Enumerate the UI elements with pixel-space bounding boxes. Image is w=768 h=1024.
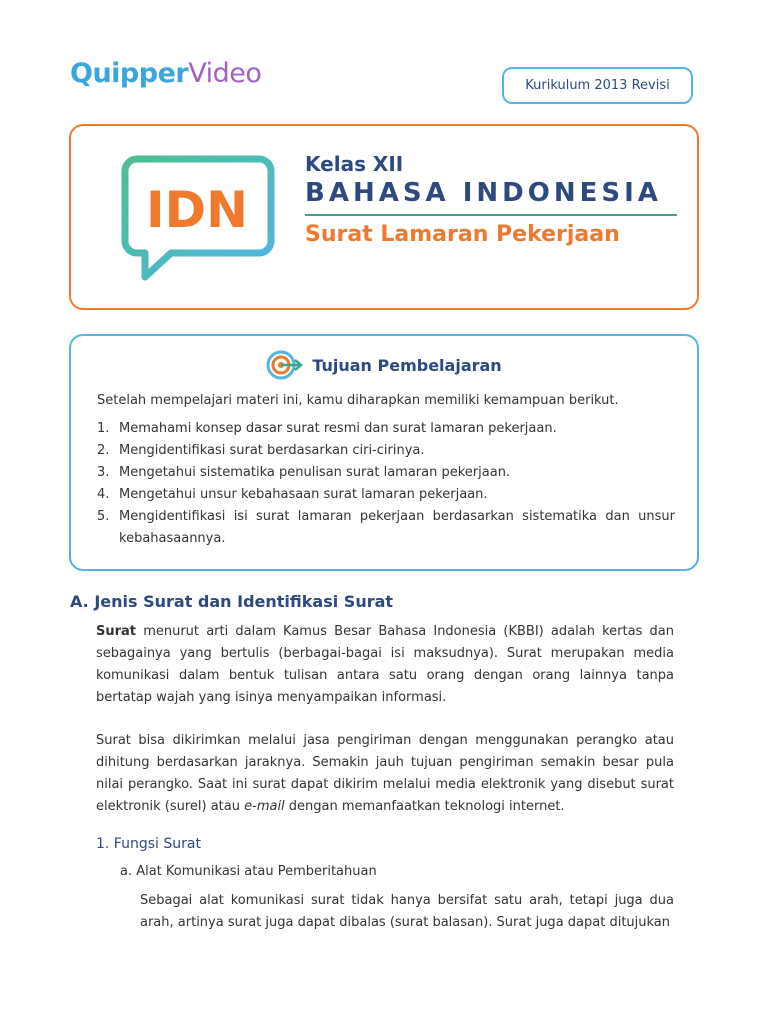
section-a-heading: A. Jenis Surat dan Identifikasi Surat <box>70 592 394 611</box>
paragraph-definition <box>96 621 674 709</box>
logo-quipper: Quipper <box>70 58 189 89</box>
term-surat: Surat <box>96 624 137 639</box>
idn-icon-text: IDN <box>146 181 248 239</box>
list-item <box>97 462 675 484</box>
logo-video: Video <box>188 58 262 89</box>
item-text: Mengetahui unsur kebahasaan surat lamaran pekerjaan. <box>119 487 488 502</box>
kurikulum-badge: Kurikulum 2013 Revisi <box>502 67 693 104</box>
learning-objectives-box <box>69 334 699 571</box>
quipper-video-logo <box>70 58 261 89</box>
subheading-alat-komunikasi: a. Alat Komunikasi atau Pemberitahuan <box>120 864 377 879</box>
item-number: 2. <box>97 443 110 458</box>
topic-title: Surat Lamaran Pekerjaan <box>305 222 620 247</box>
paragraph-delivery-text: Surat bisa dikirimkan melalui jasa pengiriman dengan menggunakan perangko atau dihitung berdasarkan jaraknya. Semakin jauh tujuan pengiriman semakin besar pula nilai perangko. Saat ini surat dapat dikirim melalui media elektronik yang disebut surat elektronik (surel) atau <box>96 733 674 814</box>
paragraph-delivery-end: dengan memanfaatkan teknologi internet. <box>284 799 565 814</box>
item-number: 5. <box>97 509 110 524</box>
item-number: 4. <box>97 487 110 502</box>
email-term: e-mail <box>244 799 285 814</box>
objectives-header <box>71 350 697 380</box>
list-item <box>97 418 675 440</box>
idn-speech-bubble-icon <box>119 153 279 283</box>
paragraph-function: Sebagai alat komunikasi surat tidak hanya bersifat satu arah, tetapi juga dua arah, artinya surat juga dapat dibalas (surat balasan). Surat juga dapat ditujukan <box>140 893 674 930</box>
title-card <box>69 124 699 310</box>
subject-title: BAHASA INDONESIA <box>305 178 662 208</box>
item-number: 3. <box>97 465 110 480</box>
list-item <box>97 484 675 506</box>
item-text: Mengidentifikasi isi surat lamaran pekerjaan berdasarkan sistematika dan unsur kebahasaannya. <box>119 509 675 546</box>
class-label: Kelas XII <box>305 152 404 176</box>
paragraph-definition-text: menurut arti dalam Kamus Besar Bahasa Indonesia (KBBI) adalah kertas dan sebagainya yang bertulis (berbagai-bagai isi maksudnya). Surat merupakan media komunikasi dalam bentuk tulisan antara satu orang dengan orang lainnya tanpa bertatap wajah yang isinya menyampaikan informasi. <box>96 624 674 705</box>
subheading-fungsi-surat: 1. Fungsi Surat <box>96 836 201 852</box>
item-text: Mengetahui sistematika penulisan surat lamaran pekerjaan. <box>119 465 511 480</box>
item-text: Mengidentifikasi surat berdasarkan ciri-cirinya. <box>119 443 425 458</box>
objectives-title: Tujuan Pembelajaran <box>312 355 502 375</box>
list-item <box>97 440 675 462</box>
objectives-list <box>97 418 675 550</box>
title-divider <box>305 214 677 216</box>
item-text: Memahami konsep dasar surat resmi dan surat lamaran pekerjaan. <box>119 421 557 436</box>
target-icon <box>266 350 304 380</box>
list-item <box>97 506 675 550</box>
paragraph-delivery <box>96 730 674 818</box>
title-block <box>305 152 677 247</box>
item-number: 1. <box>97 421 110 436</box>
objectives-intro: Setelah mempelajari materi ini, kamu diharapkan memiliki kemampuan berikut. <box>97 393 619 408</box>
